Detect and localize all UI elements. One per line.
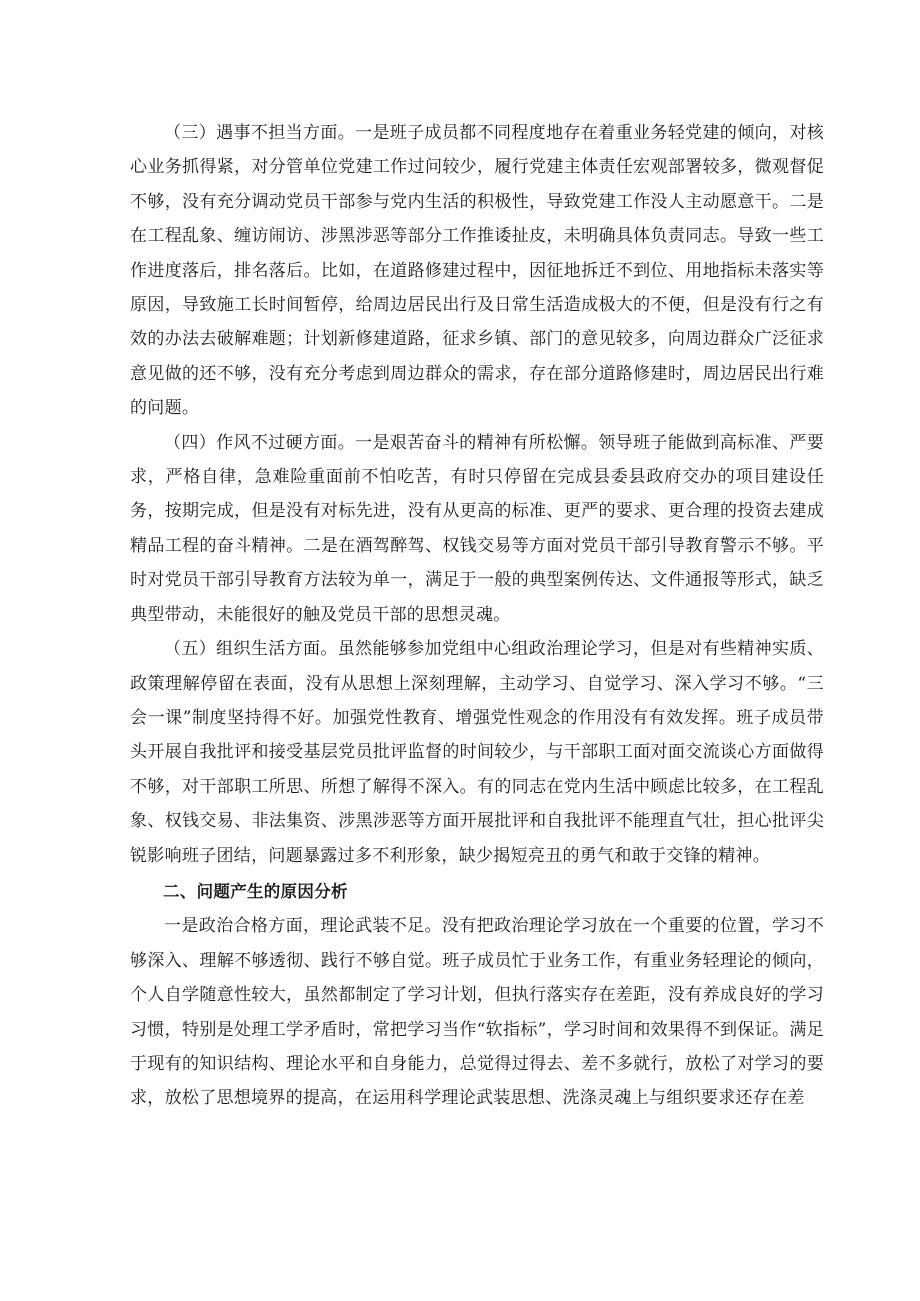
section-heading-cause-analysis: 二、问题产生的原因分析: [163, 881, 348, 901]
paragraph-section-three: （三）遇事不担当方面。一是班子成员都不同程度地存在着重业务轻党建的倾向，对核心业务抓得紧，对分管单位党建工作过问较少，履行党建主体责任宏观部署较多，微观督促不够，没有充分调动党员干部参与党内生活的积极性，导致党建工作没人主动愿意干。二是在工程乱象、缠访闹访、涉黑涉恶等部分工作推诿扯皮，未明确具体负责同志。导致一些工作进度落后，排名落后。比如，在道路修建过程中，因征地拆迁不到位、用地指标未落实等原因，导致施工长时间暂停，给周边居民出行及日常生活造成极大的不便，但是没有行之有效的办法去破解难题；计划新修建道路，征求乡镇、部门的意见较多，向周边群众广泛征求意见做的还不够，没有充分考虑到周边群众的需求，存在部分道路修建时，周边居民出行难的问题。: [130, 123, 824, 419]
paragraph-section-four: （四）作风不过硬方面。一是艰苦奋斗的精神有所松懈。领导班子能做到高标准、严要求，严格自律，急难险重面前不怕吃苦，有时只停留在完成县委县政府交办的项目建设任务，按期完成，但是没有对标先进，没有从更高的标准、更严的要求、更合理的投资去建成精品工程的奋斗精神。二是在酒驾醉驾、权钱交易等方面对党员干部引导教育警示不够。平时对党员干部引导教育方法较为单一，满足于一般的典型案例传达、文件通报等形式，缺乏典型带动，未能很好的触及党员干部的思想灵魂。: [130, 432, 824, 625]
document-body: [130, 116, 824, 1116]
paragraph-section-five: （五）组织生活方面。虽然能够参加党组中心组政治理论学习，但是对有些精神实质、政策理解停留在表面，没有从思想上深刻理解，主动学习、自觉学习、深入学习不够。“三会一课”制度坚持得不好。加强党性教育、增强党性观念的作用没有有效发挥。班子成员带头开展自我批评和接受基层党员批评监督的时间较少，与干部职工面对面交流谈心方面做得不够，对干部职工所思、所想了解得不深入。有的同志在党内生活中顾虑比较多，在工程乱象、权钱交易、非法集资、涉黑涉恶等方面开展批评和自我批评不能理直气壮，担心批评尖锐影响班子团结，问题暴露过多不利形象，缺少揭短亮丑的勇气和敢于交锋的精神。: [130, 639, 824, 866]
paragraph-cause-one: 一是政治合格方面，理论武装不足。没有把政治理论学习放在一个重要的位置，学习不够深入、理解不够透彻、践行不够自觉。班子成员忙于业务工作，有重业务轻理论的倾向，个人自学随意性较大，虽然都制定了学习计划，但执行落实存在差距，没有养成良好的学习习惯，特别是处理工学矛盾时，常把学习当作“软指标”，学习时间和效果得不到保证。满足于现有的知识结构、理论水平和自身能力，总觉得过得去、差不多就行，放松了对学习的要求，放松了思想境界的提高，在运用科学理论武装思想、洗涤灵魂上与组织要求还存在差: [130, 916, 824, 1109]
